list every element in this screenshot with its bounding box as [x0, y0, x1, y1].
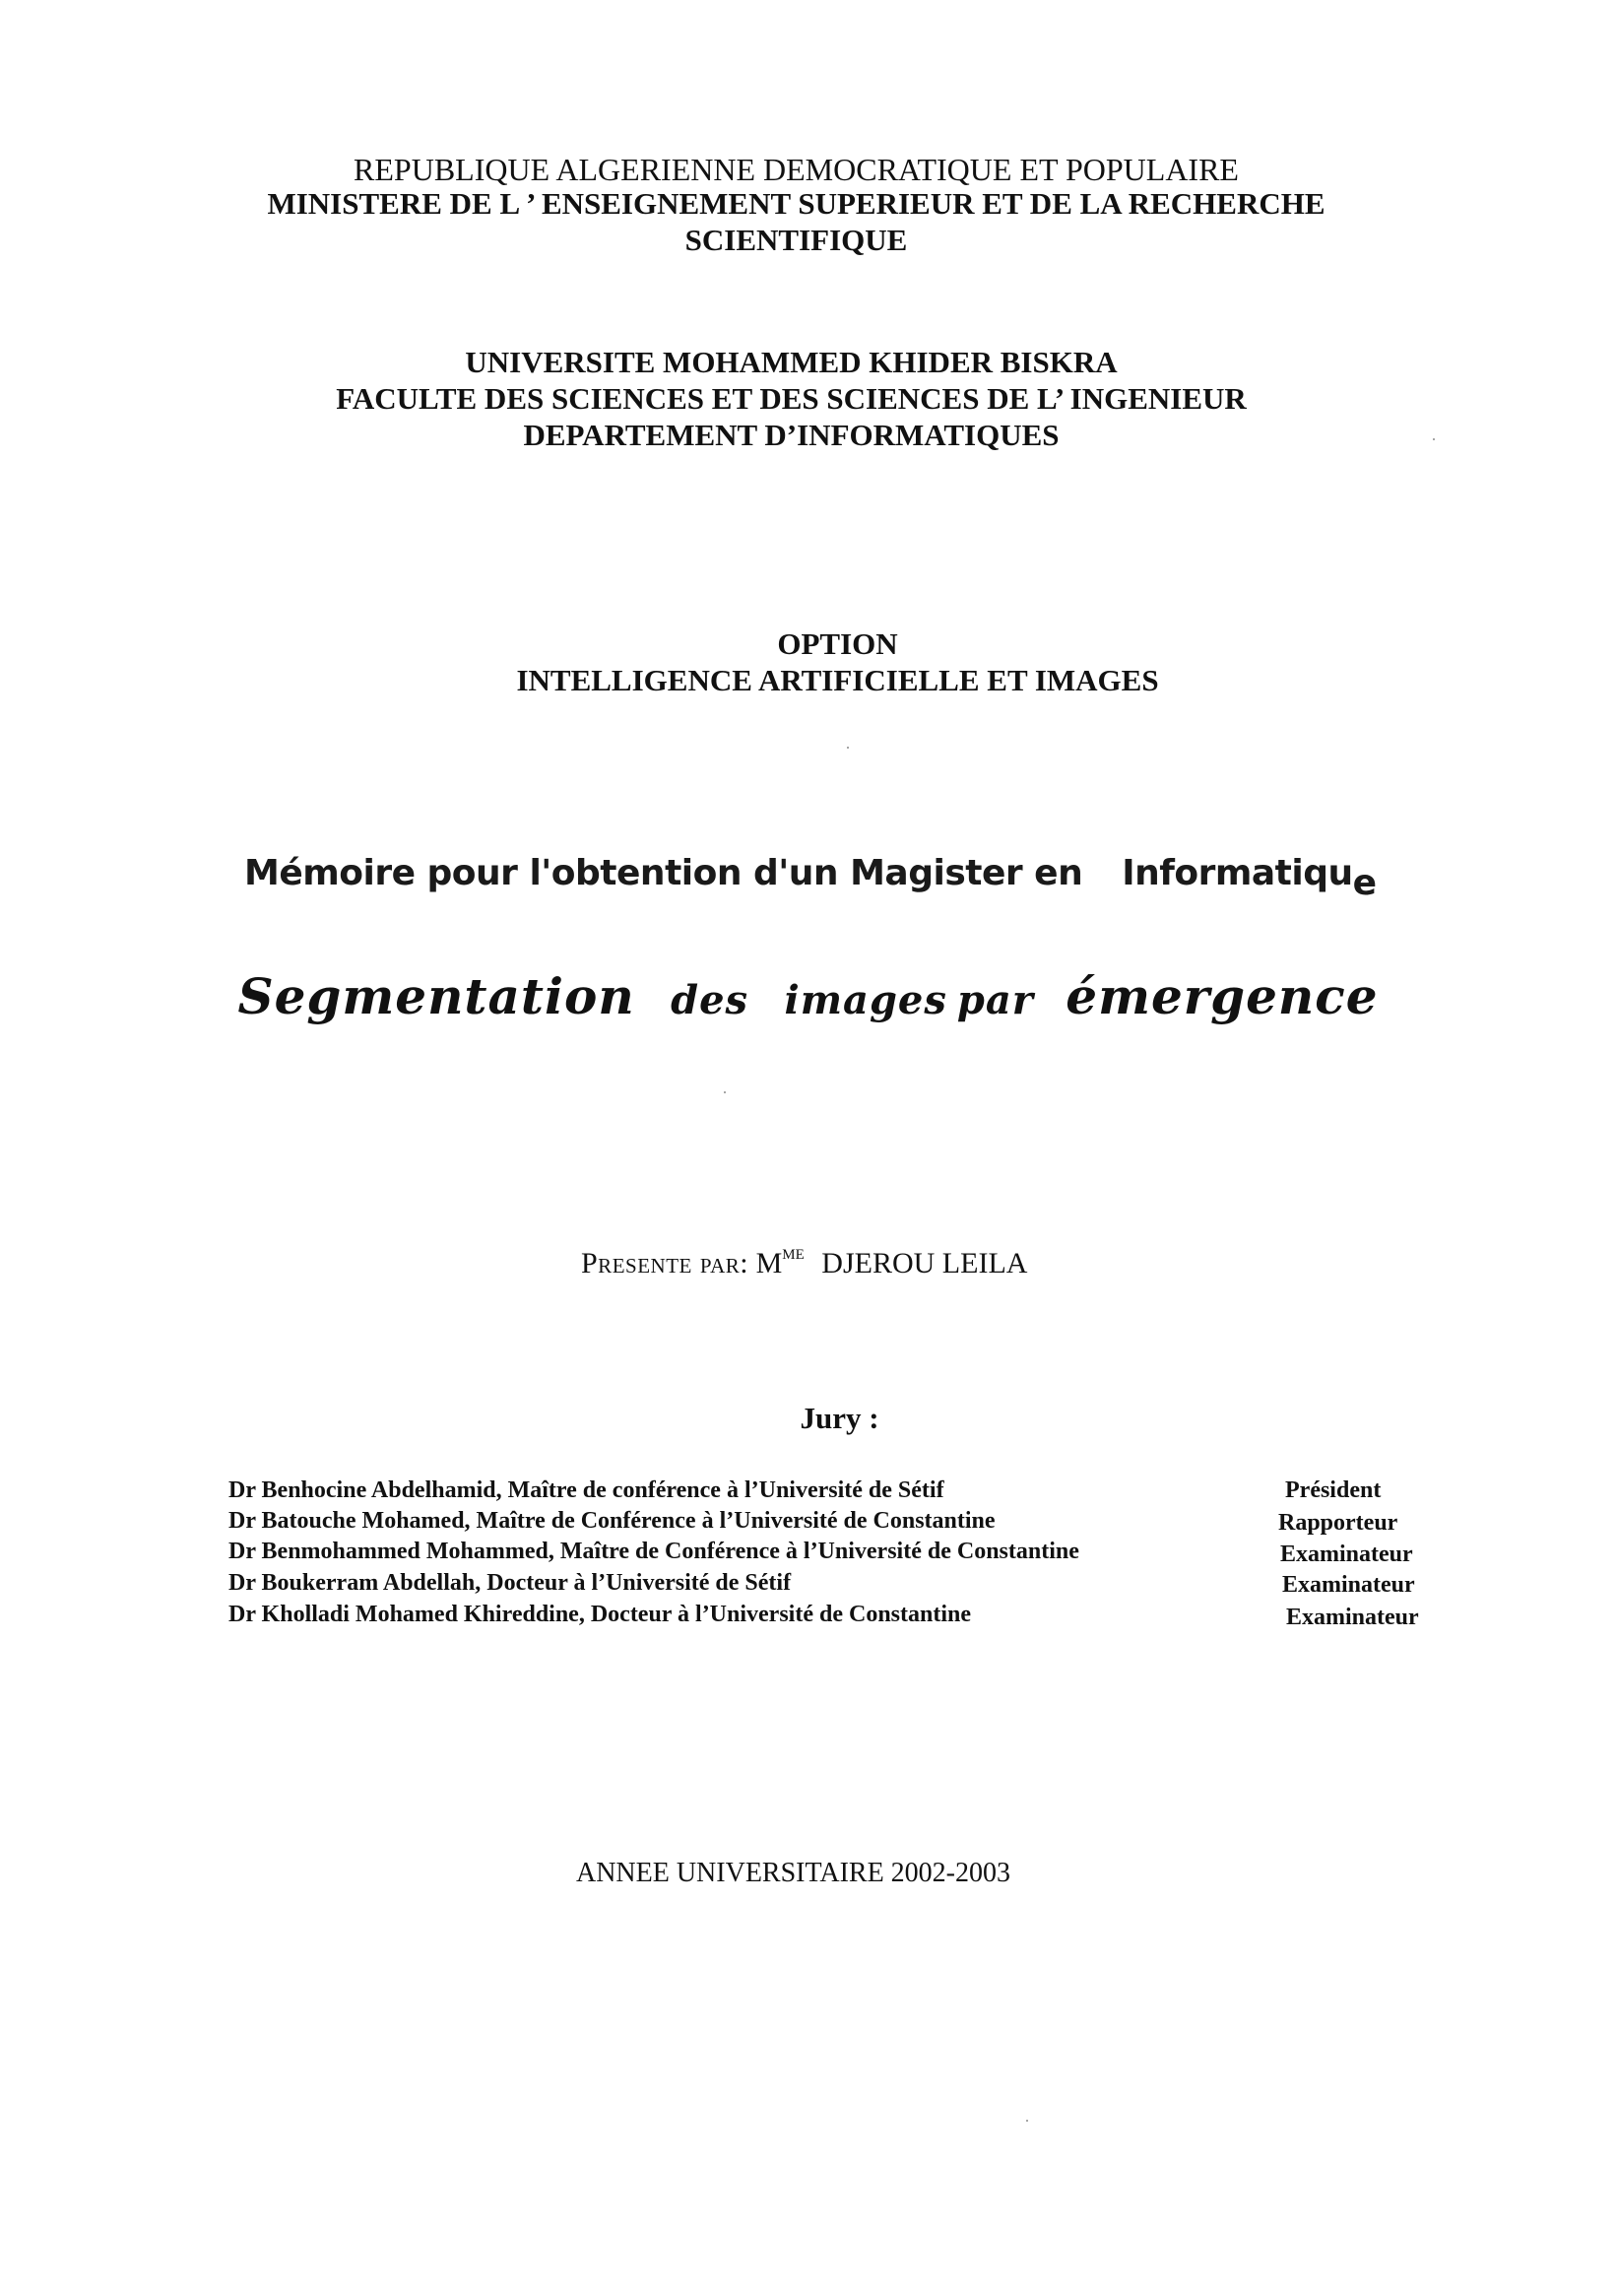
presenter-title: $M^{ME}$	[755, 1247, 805, 1279]
scan-speck	[847, 747, 849, 749]
jury-member: Dr Boukerram Abdellah, Docteur à l’Université de Sétif	[228, 1570, 792, 1596]
thesis-purpose-main: Mémoire pour l'obtention d'un Magister en	[244, 853, 1083, 893]
ministry-heading: MINISTERE DE L ’ ENSEIGNEMENT SUPERIEUR ET DE LA RECHERCHE	[267, 186, 1325, 221]
presenter-line	[581, 1247, 1027, 1280]
presenter-name: DJEROU LEILA	[821, 1247, 1028, 1279]
title-word: des	[671, 977, 749, 1023]
option-label: OPTION	[777, 626, 898, 661]
thesis-purpose	[244, 853, 1377, 903]
jury-role: Examinateur	[1286, 1605, 1419, 1630]
republic-heading: REPUBLIQUE ALGERIENNE DEMOCRATIQUE ET POPULAIRE	[354, 152, 1239, 187]
scan-speck	[724, 1091, 726, 1093]
thesis-purpose-subject: Informatiqu	[1122, 853, 1353, 893]
jury-member: Dr Batouche Mohamed, Maître de Conférence à l’Université de Constantine	[228, 1508, 996, 1534]
jury-role: Président	[1285, 1477, 1382, 1503]
department-name: DEPARTEMENT D’INFORMATIQUES	[523, 418, 1060, 452]
faculty-name: FACULTE DES SCIENCES ET DES SCIENCES DE L’ INGENIEUR	[336, 381, 1247, 416]
option-specialty: INTELLIGENCE ARTIFICIELLE ET IMAGES	[516, 663, 1159, 697]
jury-heading: Jury :	[800, 1401, 879, 1435]
title-word: émergence	[1066, 967, 1379, 1025]
jury-member: Dr Benmohammed Mohammed, Maître de Conférence à l’Université de Constantine	[228, 1539, 1079, 1564]
academic-year: ANNEE UNIVERSITAIRE 2002-2003	[575, 1858, 1011, 1888]
presenter-label: Presente par:	[581, 1247, 749, 1279]
jury-role: Examinateur	[1282, 1572, 1415, 1598]
title-word: images	[784, 977, 947, 1023]
university-name: UNIVERSITE MOHAMMED KHIDER BISKRA	[465, 345, 1118, 379]
jury-role: Rapporteur	[1278, 1510, 1398, 1536]
jury-member: Dr Kholladi Mohamed Khireddine, Docteur à l’Université de Constantine	[228, 1602, 972, 1627]
scan-speck	[1433, 438, 1435, 440]
ministry-heading-continued: SCIENTIFIQUE	[684, 223, 908, 257]
title-word: par	[956, 977, 1034, 1023]
jury-member: Dr Benhocine Abdelhamid, Maître de conférence à l’Université de Sétif	[228, 1477, 944, 1503]
jury-role: Examinateur	[1280, 1542, 1413, 1567]
thesis-purpose-subject-end: e	[1352, 863, 1377, 903]
thesis-title	[0, 967, 1616, 1025]
presenter-title-sup: ME	[782, 1247, 805, 1263]
title-word: Segmentation	[237, 967, 635, 1025]
scan-speck	[1026, 2120, 1028, 2122]
